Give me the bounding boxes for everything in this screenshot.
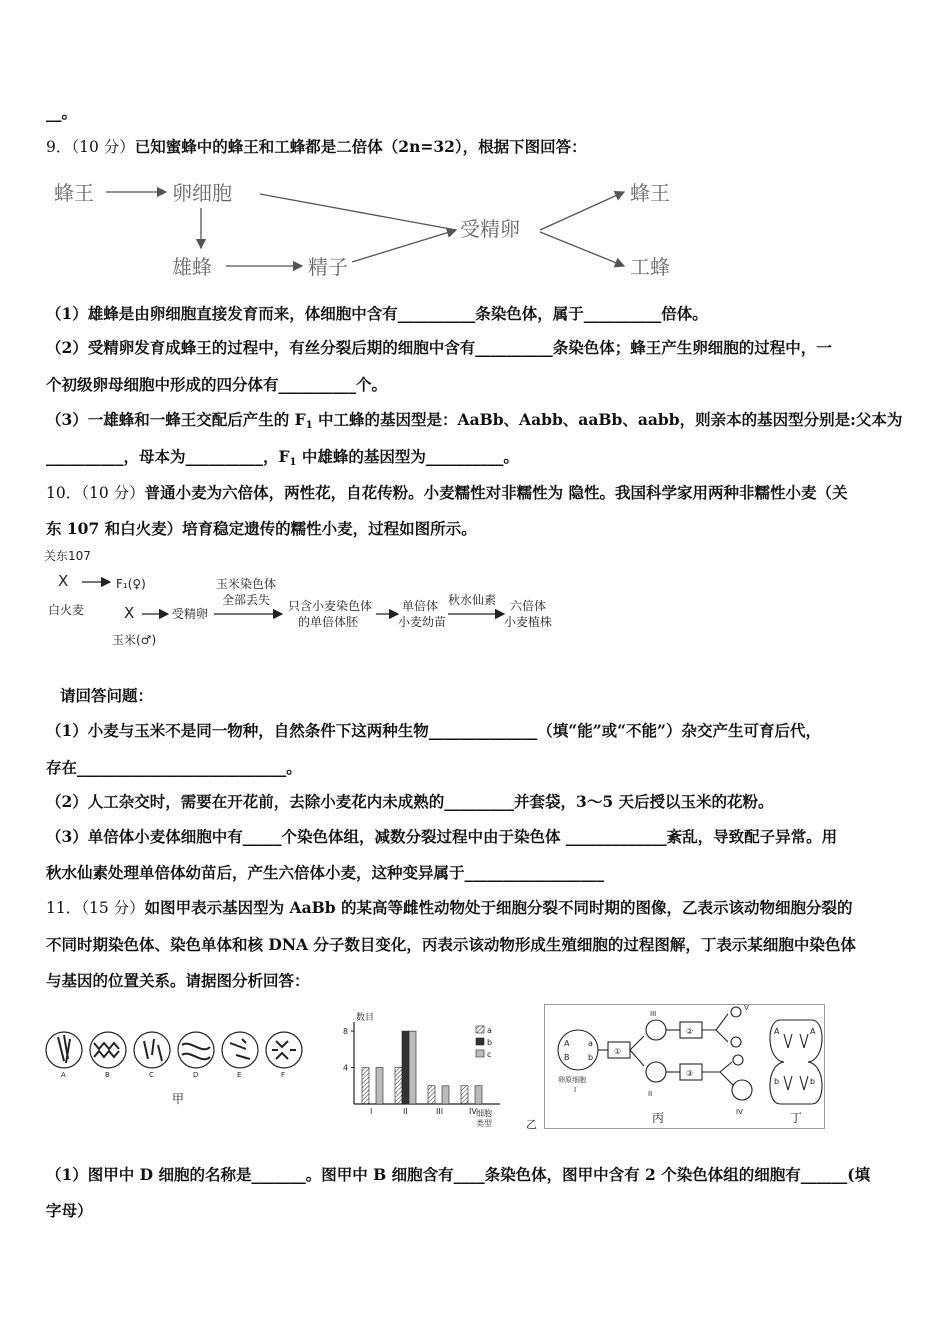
label-iv: IV (736, 1108, 743, 1116)
q10-stem-a (46, 483, 848, 503)
q11-stem-a (46, 898, 852, 918)
label-seedling-1: 单倍体 (402, 599, 439, 613)
cell-label-c: C (149, 1071, 154, 1079)
cross-symbol-2: X (124, 604, 135, 622)
diagram-zygote: 受精卵 (460, 217, 520, 241)
ding-gene-3: b (774, 1077, 780, 1086)
arrow-zygote-queen (540, 192, 624, 230)
ding-gene-2: A (810, 1027, 816, 1036)
diagram-drone: 雄蜂 (172, 255, 212, 279)
bar-I-c (376, 1068, 383, 1104)
bee-diagram (46, 168, 696, 286)
q10-part3b: 秋水仙素处理单倍体幼苗后，产生六倍体小麦，这种变异属于__________________ (46, 863, 605, 882)
q10-part1b: 存在___________________________。 (46, 758, 302, 777)
q10-part1a: （1）小麦与玉米不是同一物种，自然条件下这两种生物______________（填“能”或“不能”）杂交产生可育后代， (46, 721, 821, 740)
figure-yi-chart (340, 1008, 540, 1130)
egg-cell (732, 1080, 752, 1100)
label-v: V (744, 1004, 749, 1012)
label-f1: F₁(♀) (116, 577, 146, 591)
figure-bing (544, 1004, 834, 1130)
category-label-II: II (403, 1107, 408, 1116)
legend-label-a: a (487, 1026, 492, 1035)
q11-part1a: （1）图甲中 D 细胞的名称是_______。图甲中 B 细胞含有____条染色体，图甲中含有 2 个染色体组的细胞有______(填 (46, 1165, 871, 1184)
q9-score: （10 分） (71, 138, 135, 156)
cell-d (178, 1032, 214, 1068)
label-guandong: 关东107 (44, 549, 91, 563)
cell-iii (646, 1062, 666, 1082)
q10-number: 10． (46, 484, 82, 502)
q9-part3b-sub: 1 (289, 457, 297, 468)
bar-III-a (428, 1086, 435, 1104)
category-label-I: I (370, 1107, 373, 1116)
cross-symbol-1: X (58, 572, 69, 590)
q9-part3a-pre: （3）一雄蜂和一蜂王交配后产生的 F (46, 410, 306, 429)
caption-bing: 丙 (652, 1111, 665, 1125)
caption-yi: 乙 (526, 1118, 537, 1130)
q11-stem-a-text: 如图甲表示基因型为 AaBb 的某高等雌性动物处于细胞分裂不同时期的图像，乙表示该动物细胞分裂的 (144, 898, 853, 917)
bar-IV-a (461, 1086, 468, 1104)
q9-part2b: 个初级卵母细胞中形成的四分体有__________个。 (46, 375, 388, 394)
bar-III-c (442, 1086, 449, 1104)
bar-II-b (402, 1031, 409, 1104)
oogonium-label: 卵原细胞 (558, 1076, 586, 1084)
x-axis-label-1: 细胞 (476, 1109, 492, 1118)
q11-score: （15 分） (81, 899, 145, 917)
step-3-label: ③ (686, 1069, 694, 1078)
bar-II-a (395, 1068, 402, 1104)
legend-swatch-c (476, 1050, 484, 1057)
diagram-queen: 蜂王 (54, 181, 94, 205)
q10-stem-b: 东 107 和白火麦）培育稳定遗传的糯性小麦，过程如图所示。 (46, 519, 477, 538)
label-baihuo: 白火麦 (48, 603, 85, 617)
legend-label-b: b (487, 1038, 493, 1047)
cell-label-b: B (105, 1071, 110, 1079)
legend-label-c: c (487, 1050, 492, 1059)
gene-b-lower: b (588, 1053, 594, 1062)
bing-frame (545, 1005, 825, 1129)
cell-label-d: D (193, 1071, 199, 1079)
oogonium-cell (558, 1030, 598, 1070)
q10-stem-a-text: 普通小麦为六倍体，两性花，自花传粉。小麦糯性对非糯性为 隐性。我国科学家用两种非糯性小麦（关 (144, 483, 848, 502)
q9-part3b-post: 中雄蜂的基因型为__________。 (296, 447, 519, 466)
category-label-IV: IV (469, 1107, 477, 1116)
q9-part2a: （2）受精卵发育成蜂王的过程中，有丝分裂后期的细胞中含有__________条染色体；蜂王产生卵细胞的过程中，一 (46, 338, 832, 357)
q10-part2: （2）人工杂交时，需要在开花前，去除小麦花内未成熟的_________并套袋，3～5 天后授以玉米的花粉。 (46, 792, 774, 811)
diagram-queen-out: 蜂王 (630, 181, 670, 205)
label-corn-chr-lost-2: 全部丢失 (222, 593, 271, 607)
y-tick-label-4: 4 (343, 1063, 349, 1073)
label-iii: III (650, 1010, 657, 1018)
diagram-egg: 卵细胞 (172, 181, 232, 205)
q9-stem (46, 137, 587, 157)
cell-b (90, 1032, 126, 1068)
q11-stem-b: 不同时期染色体、染色单体和核 DNA 分子数目变化，丙表示该动物形成生殖细胞的过程图解，丁表示某细胞中染色体 (46, 935, 856, 954)
cell-label-e: E (237, 1071, 242, 1079)
q9-part3a-post: 中工蜂的基因型是：AaBb、Aabb、aaBb、aabb，则亲本的基因型分别是:父本为 (312, 410, 903, 429)
top-fragment: __。 (46, 103, 78, 122)
label-hexaploid-2: 小麦植株 (504, 615, 553, 629)
q9-part3b (46, 447, 519, 473)
cell-ii (646, 1020, 666, 1040)
arrow-zygote-worker (540, 232, 624, 266)
bar-I-a (362, 1068, 369, 1104)
y-axis-label: 数目 (356, 1013, 375, 1023)
step-2-label: ② (686, 1027, 694, 1036)
figure-jia (44, 1025, 310, 1111)
label-ii: II (648, 1090, 653, 1098)
gene-a-upper: A (564, 1039, 570, 1048)
cell-e (222, 1032, 258, 1068)
x-axis-label-2: 类型 (476, 1119, 492, 1128)
label-seedling-2: 小麦幼苗 (398, 615, 447, 629)
q11-stem-c: 与基因的位置关系。请据图分析回答： (46, 971, 310, 990)
label-corn-chr-lost-1: 玉米染色体 (216, 577, 277, 591)
label-hexaploid-1: 六倍体 (510, 599, 547, 613)
diagram-sperm: 精子 (308, 255, 348, 279)
ding-gene-1: A (774, 1027, 780, 1036)
cell-label-f: F (281, 1071, 286, 1079)
q11-part1b: 字母） (46, 1201, 93, 1220)
caption-jia: 甲 (172, 1092, 185, 1106)
caption-ding: 丁 (790, 1111, 803, 1125)
arrow-sperm-zygote (352, 230, 456, 262)
y-tick-label-8: 8 (343, 1027, 349, 1037)
diagram-worker-out: 工蜂 (630, 255, 670, 279)
q9-part3a-sub: 1 (305, 420, 313, 431)
label-fertilized: 受精卵 (172, 607, 209, 621)
gene-b-upper: B (564, 1053, 570, 1062)
q9-part1: （1）雄蜂是由卵细胞直接发育而来，体细胞中含有__________条染色体，属于__________倍体。 (46, 304, 708, 323)
step-1-label: ① (614, 1047, 622, 1056)
label-colchicine: 秋水仙素 (448, 593, 497, 607)
category-label-III: III (436, 1107, 444, 1116)
q10-intro: 请回答问题： (60, 686, 154, 705)
q10-score: （10 分） (81, 484, 145, 502)
legend-swatch-b (476, 1038, 484, 1045)
cell-f (266, 1032, 302, 1068)
wheat-breeding-diagram (38, 548, 578, 656)
bar-II-c (409, 1031, 416, 1104)
bar-IV-c (475, 1086, 482, 1104)
legend-swatch-a (476, 1026, 484, 1033)
gene-a-lower: a (588, 1039, 593, 1048)
q9-stem-text: 已知蜜蜂中的蜂王和工蜂都是二倍体（2n=32），根据下图回答： (134, 137, 587, 156)
q9-part3b-pre: __________，母本为__________，F (46, 447, 290, 466)
q11-number: 11． (46, 899, 82, 917)
cell-label-a: A (61, 1071, 66, 1079)
q9-number: 9． (46, 138, 72, 156)
label-embryo-2: 的单倍体胚 (298, 615, 359, 629)
q10-part3a: （3）单倍体小麦体细胞中有_____个染色体组，减数分裂过程中由于染色体 _____________紊乱，导致配子异常。用 (46, 827, 838, 846)
oogonium-roman: I (574, 1086, 577, 1094)
ding-gene-4: b (810, 1077, 816, 1086)
line-egg-zygote (260, 194, 456, 230)
q9-part3a (46, 410, 902, 436)
label-embryo-1: 只含小麦染色体 (288, 599, 373, 613)
label-corn: 玉米(♂) (112, 633, 157, 647)
